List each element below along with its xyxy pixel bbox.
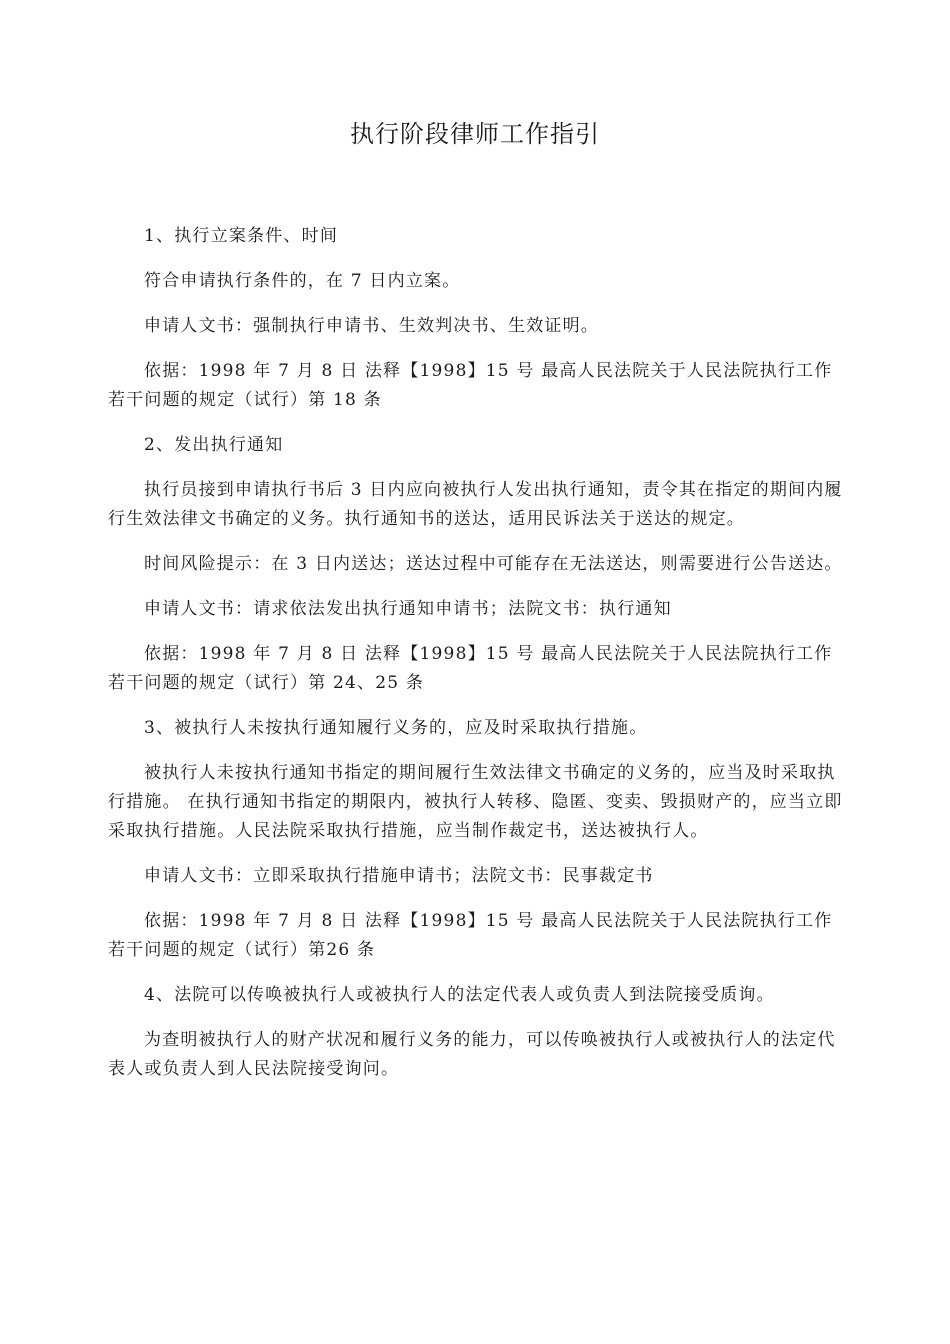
document-title: 执行阶段律师工作指引 xyxy=(350,120,600,148)
document-body xyxy=(108,222,848,1100)
risk-note-paragraph: 时间风险提示：在 3 日内送达；送达过程中可能存在无法送达，则需要进行公告送达。 xyxy=(144,554,843,574)
paragraph: 被执行人未按执行通知书指定的期间履行生效法律文书确定的义务的，应当及时采取执行措施。 在执行通知书指定的期限内，被执行人转移、隐匿、变卖、毁损财产的，应当立即采取执行措施。人民法院采取执行措施，应当制作裁定书，送达被执行人。 xyxy=(108,763,843,841)
paragraph: 申请人文书：立即采取执行措施申请书；法院文书：民事裁定书 xyxy=(144,866,654,886)
section-heading-1: 1、执行立案条件、时间 xyxy=(144,226,339,246)
section-heading-2: 2、发出执行通知 xyxy=(144,435,284,455)
section-heading-3: 3、被执行人未按执行通知履行义务的，应及时采取执行措施。 xyxy=(144,718,648,738)
paragraph: 符合申请执行条件的，在 7 日内立案。 xyxy=(144,271,461,291)
legal-basis-paragraph: 依据：1998 年 7 月 8 日 法释【1998】15 号 最高人民法院关于人民法院执行工作若干问题的规定（试行）第 18 条 xyxy=(108,361,833,410)
legal-basis-paragraph: 依据：1998 年 7 月 8 日 法释【1998】15 号 最高人民法院关于人民法院执行工作若干问题的规定（试行）第 24、25 条 xyxy=(108,644,833,693)
legal-basis-paragraph: 依据：1998 年 7 月 8 日 法释【1998】15 号 最高人民法院关于人民法院执行工作若干问题的规定（试行）第26 条 xyxy=(108,911,833,960)
section-heading-4: 4、法院可以传唤被执行人或被执行人的法定代表人或负责人到法院接受质询。 xyxy=(144,985,775,1005)
paragraph: 申请人文书：请求依法发出执行通知申请书；法院文书：执行通知 xyxy=(144,599,672,619)
paragraph: 为查明被执行人的财产状况和履行义务的能力，可以传唤被执行人或被执行人的法定代表人或负责人到人民法院接受询问。 xyxy=(108,1030,836,1079)
paragraph: 申请人文书：强制执行申请书、生效判决书、生效证明。 xyxy=(144,316,599,336)
paragraph: 执行员接到申请执行书后 3 日内应向被执行人发出执行通知，责令其在指定的期间内履行生效法律文书确定的义务。执行通知书的送达，适用民诉法关于送达的规定。 xyxy=(108,480,843,529)
